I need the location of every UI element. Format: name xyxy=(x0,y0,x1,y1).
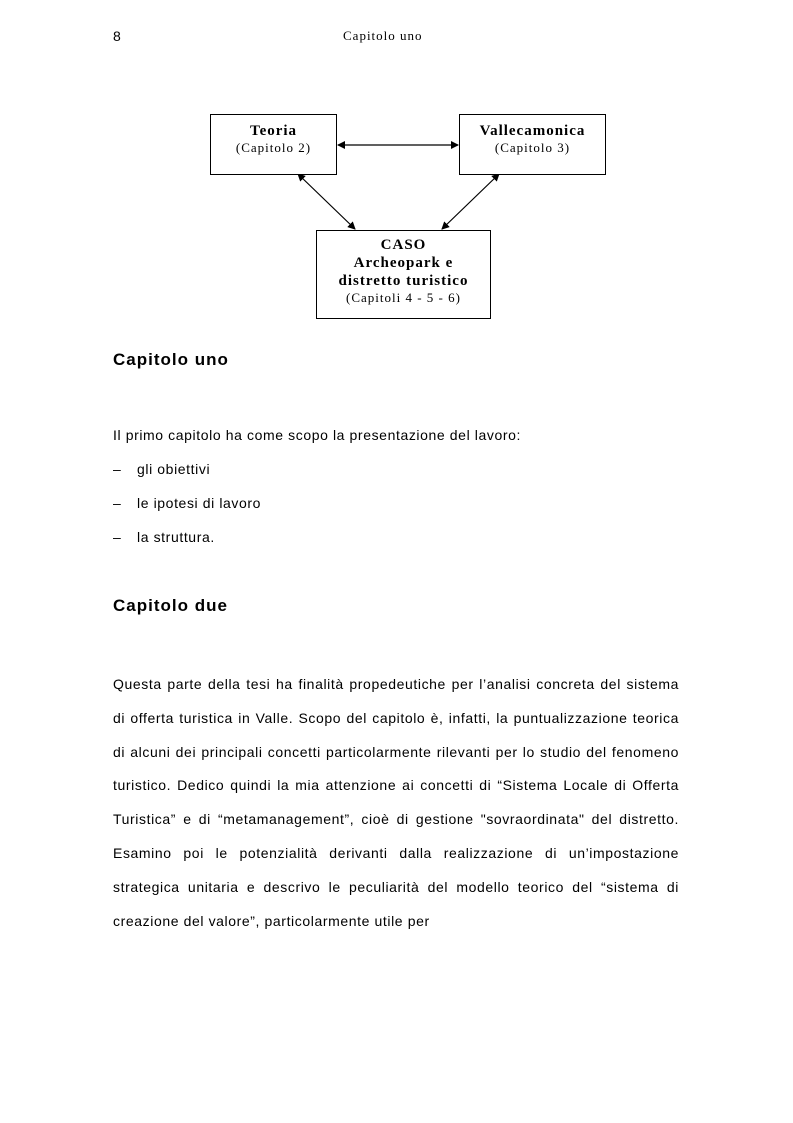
running-header: Capitolo uno xyxy=(343,28,423,43)
box-teoria-subtitle: (Capitolo 2) xyxy=(235,140,312,155)
page-number: 8 xyxy=(113,28,121,44)
box-caso-line2: Archeopark e xyxy=(353,255,454,271)
diagram-arrows xyxy=(0,0,793,400)
box-vallecamonica-title: Vallecamonica xyxy=(479,123,586,139)
list-item xyxy=(113,529,215,545)
list-bullet: – xyxy=(113,529,122,545)
box-teoria xyxy=(210,114,337,175)
box-vallecamonica xyxy=(459,114,606,175)
list-item-text: la struttura. xyxy=(137,529,215,545)
arrow-vallecamonica-caso xyxy=(442,174,499,229)
box-caso-line1: CASO xyxy=(380,237,427,253)
box-teoria-title: Teoria xyxy=(249,123,298,139)
box-caso-subtitle: (Capitoli 4 - 5 - 6) xyxy=(346,290,461,305)
arrow-teoria-caso xyxy=(298,174,355,229)
body-paragraph: Questa parte della tesi ha finalità propedeutiche per l’analisi concreta del sistema di offerta turistica in Valle. Scopo del capitolo è, infatti, la puntualizzazione teorica di alcuni dei principali concetti particolarmente rilevanti per lo studio del fenomeno turistico. Dedico quindi la mia attenzione ai concetti di “Sistema Locale di Offerta Turistica” e di “metamanagement”, cioè di gestione "sovraordinata" del distretto. Esamino poi le potenzialità derivanti dalla realizzazione di un’impostazione strategica unitaria e descrivo le peculiarità del modello teorico del “sistema di creazione del valore”, particolarmente utile per xyxy=(113,676,679,929)
list-item-text: gli obiettivi xyxy=(137,461,211,477)
box-vallecamonica-subtitle: (Capitolo 3) xyxy=(494,140,571,155)
box-caso-line3: distretto turistico xyxy=(338,273,469,289)
list-item xyxy=(113,461,210,477)
list-item-text: le ipotesi di lavoro xyxy=(137,495,262,511)
heading-capitolo-uno: Capitolo uno xyxy=(113,350,229,369)
list-bullet: – xyxy=(113,461,122,477)
intro-paragraph: Il primo capitolo ha come scopo la presentazione del lavoro: xyxy=(113,427,521,443)
list-bullet: – xyxy=(113,495,122,511)
heading-capitolo-due: Capitolo due xyxy=(113,596,228,615)
list-item xyxy=(113,495,261,511)
box-caso xyxy=(316,230,491,319)
